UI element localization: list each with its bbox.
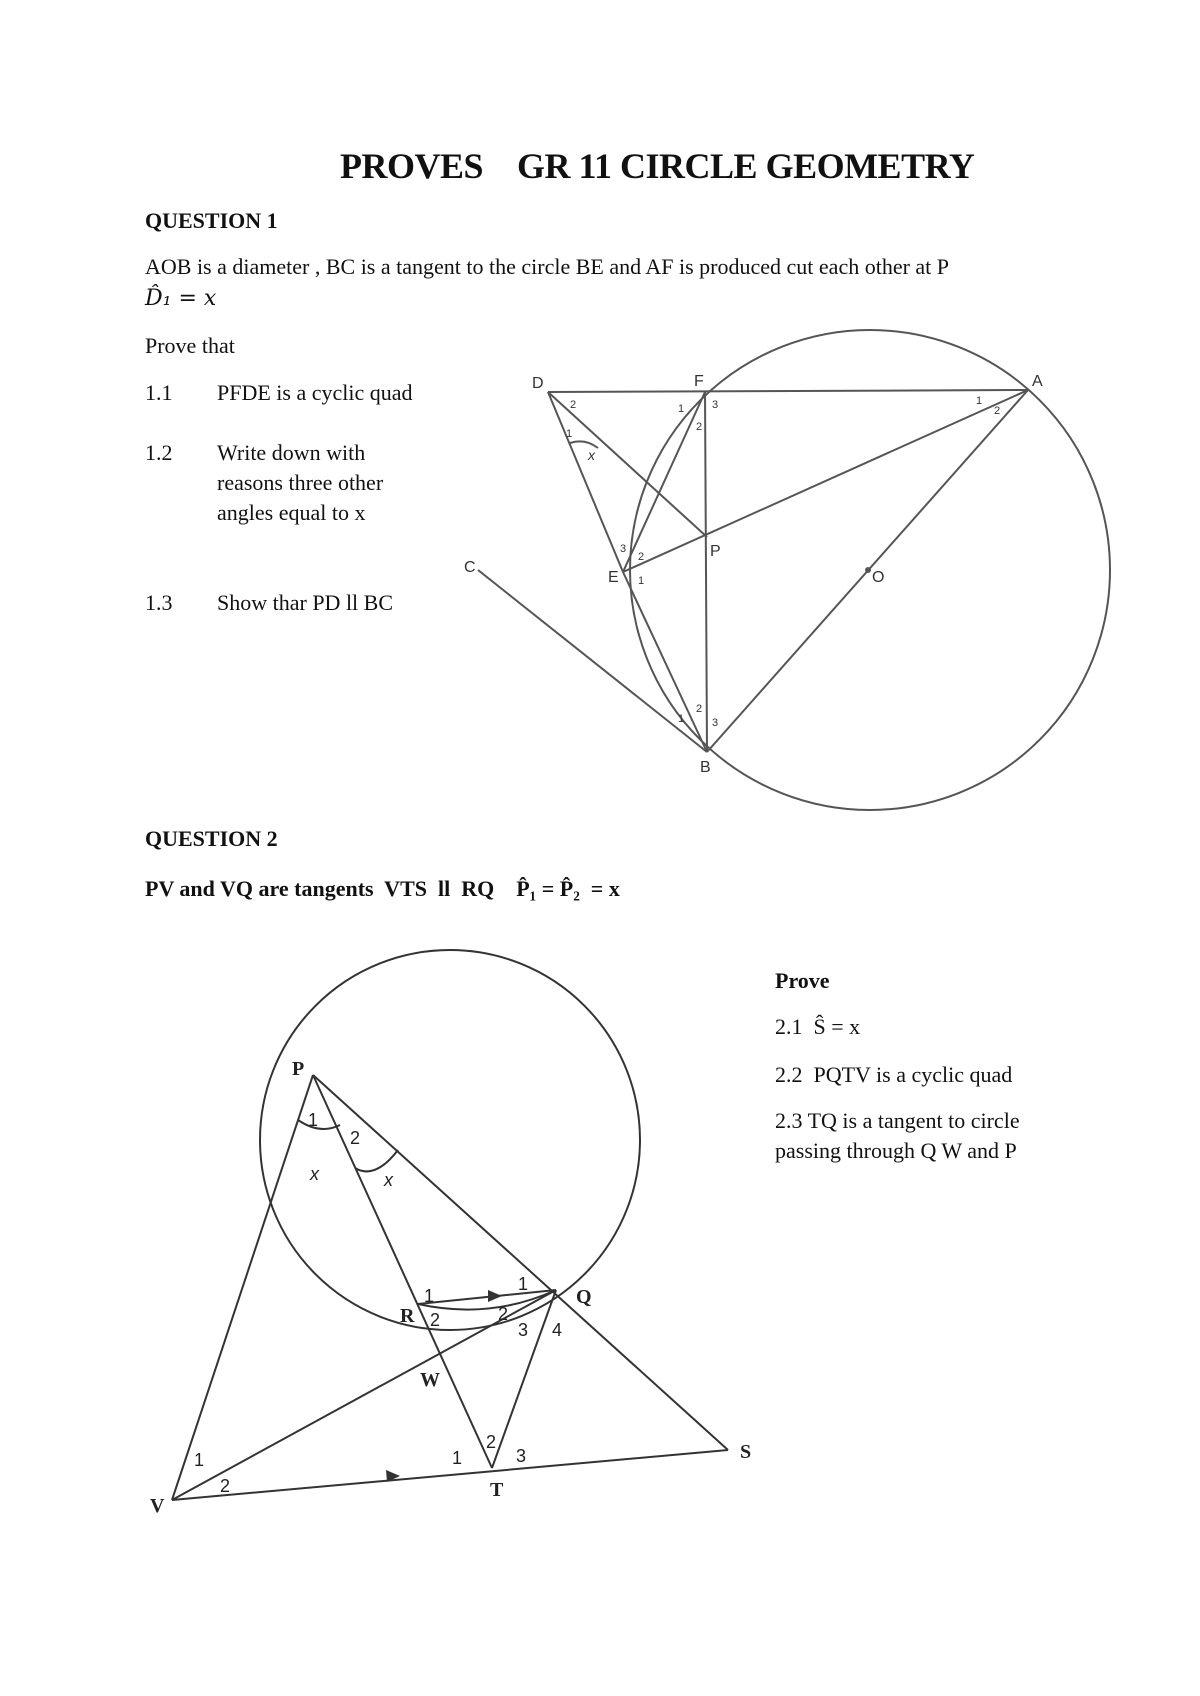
q1-item-1-text: PFDE is a cyclic quad: [217, 380, 413, 405]
q1-angle-F3: 3: [712, 399, 719, 411]
q2-angle-Q2: 2: [498, 1304, 509, 1324]
q2-line-PV: [172, 1075, 313, 1500]
q1-label-C: C: [464, 559, 476, 576]
q2-angle-Q1: 1: [518, 1274, 529, 1294]
q2-angle-R1: 1: [424, 1286, 435, 1306]
q1-item-2-num: 1.2: [145, 440, 173, 465]
question-1-given: D̂₁ = x: [145, 286, 217, 311]
question-1-statement: AOB is a diameter , BC is a tangent to the circle BE and AF is produced cut each other at P: [145, 254, 950, 279]
q2-angle-Q4: 4: [552, 1320, 563, 1340]
q1-angle-F1: 1: [678, 403, 685, 415]
question-2-heading: QUESTION 2: [145, 826, 278, 851]
q1-angle-E3: 3: [620, 543, 627, 555]
q2-label-W: W: [420, 1369, 440, 1391]
q2-angle-x2: x: [384, 1170, 393, 1190]
q1-angle-B3: 3: [712, 717, 719, 729]
question-2-statement: PV and VQ are tangents VTS ll RQ P̂₁ = P̂₂ = x: [145, 876, 620, 901]
q2-item-2: 2.2 PQTV is a cyclic quad: [775, 1062, 1013, 1087]
q2-item-3: 2.3 TQ is a tangent to circle: [775, 1108, 1020, 1133]
q2-angle-P1: 1: [308, 1110, 319, 1130]
q2-item-3-cont: passing through Q W and P: [775, 1138, 1017, 1163]
q1-angle-E1: 1: [638, 575, 645, 587]
q2-item-1: 2.1 Ŝ = x: [775, 1014, 861, 1039]
q1-angle-x: x: [588, 447, 595, 463]
q2-angle-V2: 2: [220, 1476, 231, 1496]
q2-label-P: P: [292, 1058, 305, 1080]
q2-angle-T2: 2: [486, 1432, 497, 1452]
q1-item-2-line-1: Write down with: [217, 440, 366, 465]
q2-label-T: T: [490, 1479, 504, 1501]
question-1-prove-intro: Prove that: [145, 333, 235, 358]
q2-circle: [260, 950, 640, 1330]
q1-angle-D2: 2: [570, 399, 577, 411]
q2-angle-Q3: 3: [518, 1320, 529, 1340]
q1-item-3-text: Show thar PD ll BC: [217, 590, 394, 615]
q1-angle-D1: 1: [566, 428, 573, 440]
question-1-heading: QUESTION 1: [145, 208, 278, 233]
q2-label-R: R: [400, 1305, 415, 1327]
question-2-prove-heading: Prove: [775, 968, 830, 993]
q2-angle-T1: 1: [452, 1448, 463, 1468]
q2-parallel-arrow-RQ: [488, 1290, 502, 1302]
q1-item-2-line-3: angles equal to x: [217, 500, 366, 525]
q2-label-Q: Q: [576, 1286, 592, 1308]
q1-label-P: P: [710, 543, 721, 560]
q1-label-D: D: [532, 375, 544, 392]
q2-angle-R2: 2: [430, 1310, 441, 1330]
q1-angle-E2: 2: [638, 551, 645, 563]
q2-angle-arc-2: [355, 1150, 398, 1171]
q2-angle-T3: 3: [516, 1446, 527, 1466]
q1-angle-B1: 1: [678, 713, 685, 725]
q2-angle-V1: 1: [194, 1450, 205, 1470]
q1-angle-A2: 2: [994, 405, 1001, 417]
q2-line-VS: [172, 1450, 728, 1500]
q1-label-A: A: [1032, 373, 1043, 390]
q1-label-E: E: [608, 569, 619, 586]
q1-angle-A1: 1: [976, 395, 983, 407]
q2-label-S: S: [740, 1441, 752, 1463]
page-title: PROVES GR 11 CIRCLE GEOMETRY: [340, 146, 975, 186]
q1-label-B: B: [700, 759, 711, 776]
q1-label-O: O: [872, 569, 885, 586]
q2-angle-P2: 2: [350, 1128, 361, 1148]
q2-angle-x1: x: [310, 1164, 319, 1184]
q1-item-2-line-2: reasons three other: [217, 470, 384, 495]
q1-angle-B2: 2: [696, 703, 703, 715]
q2-label-V: V: [150, 1495, 165, 1517]
q2-line-PS: [313, 1075, 728, 1450]
q1-item-1-num: 1.1: [145, 380, 173, 405]
q1-label-F: F: [694, 373, 704, 390]
q1-angle-F2: 2: [696, 421, 703, 433]
q1-item-3-num: 1.3: [145, 590, 173, 615]
